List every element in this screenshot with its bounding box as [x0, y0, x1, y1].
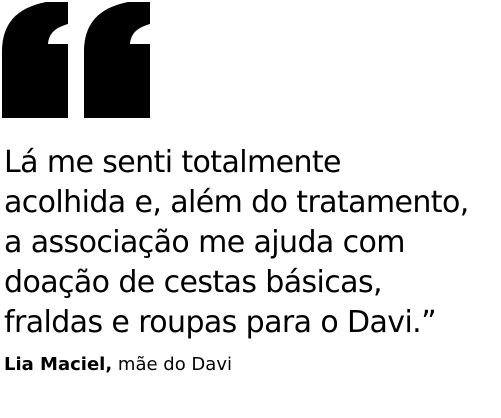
author-role: mãe do Davi [117, 354, 232, 375]
open-quote-icon [2, 2, 152, 118]
author-name: Lia Maciel, [4, 354, 113, 375]
quote-line: a associação me ajuda com [4, 225, 405, 260]
quote-line: doação de cestas básicas, [4, 265, 382, 300]
quote-line: Lá me senti totalmente [4, 145, 341, 180]
quote-line: acolhida e, além do tratamento, [4, 185, 469, 220]
quote-line: fraldas e roupas para o Davi.” [4, 305, 437, 340]
quote-text [4, 143, 501, 343]
open-quote-right-glyph [84, 2, 150, 118]
attribution [4, 353, 232, 377]
open-quote-left-glyph [2, 2, 68, 118]
